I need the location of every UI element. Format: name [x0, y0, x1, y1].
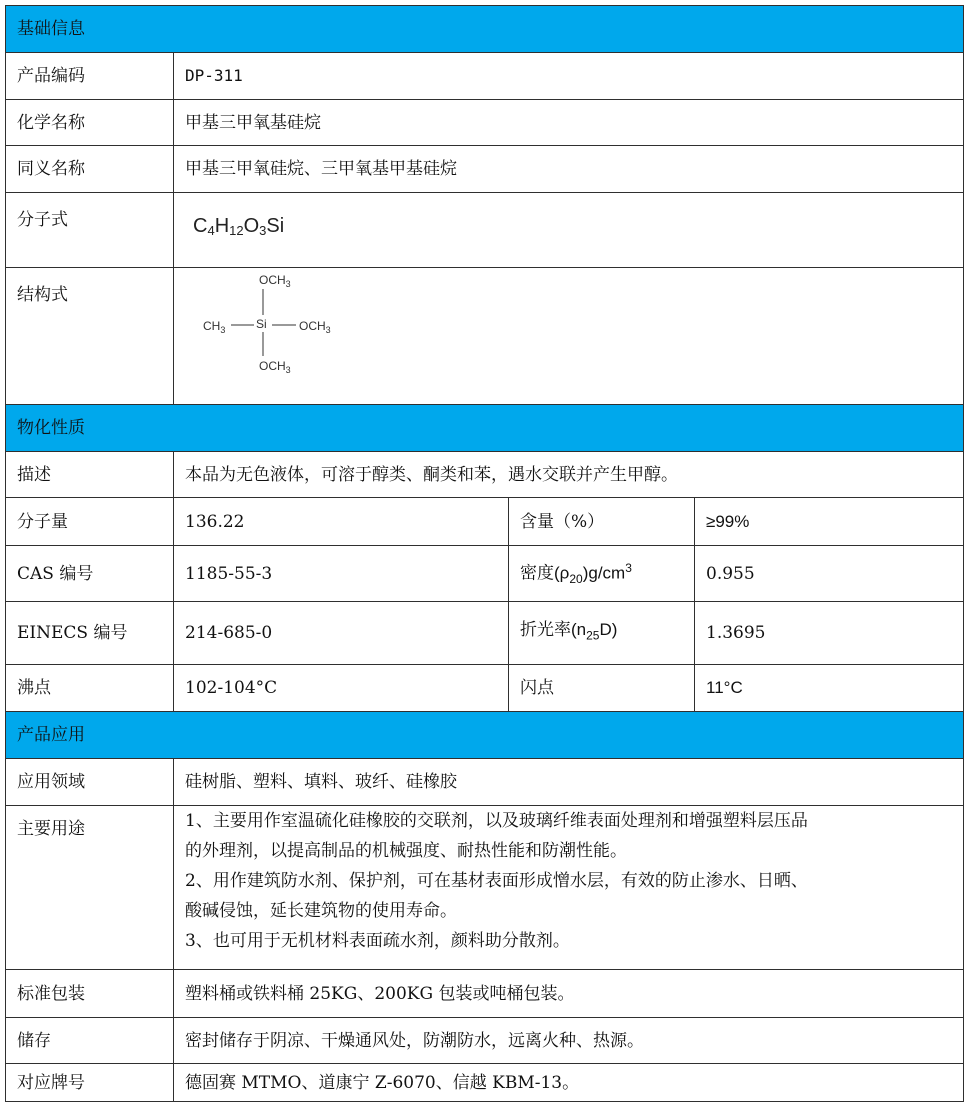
row-storage: [6, 1018, 964, 1064]
label-storage: 储存: [6, 1018, 174, 1064]
value-brand: 德固赛 MTMO、道康宁 Z-6070、信越 KBM-13。: [174, 1064, 964, 1102]
use-line: 3、也可用于无机材料表面疏水剂，颜料助分散剂。: [185, 931, 570, 951]
value-storage: 密封储存于阴凉、干燥通风处，防潮防水，远离火种、热源。: [174, 1018, 964, 1064]
value-cas: 1185-55-3: [174, 546, 509, 602]
row-structure: [6, 268, 964, 405]
section-title-physical: 物化性质: [6, 405, 964, 452]
label-packaging: 标准包装: [6, 970, 174, 1018]
struct-center-atom: Si: [256, 317, 267, 331]
use-line: 2、用作建筑防水剂、保护剂，可在基材表面形成憎水层，有效的防止渗水、日晒、: [185, 871, 808, 891]
label-application-field: 应用领域: [6, 759, 174, 806]
label-refractive-index: 折光率$(n_{25}D)$: [509, 602, 695, 665]
spec-table: [5, 5, 964, 1102]
value-structure: [174, 268, 964, 405]
row-chemical-name: [6, 100, 964, 146]
value-boiling-point: 102-104°C: [174, 665, 509, 712]
value-refractive-index: 1.3695: [695, 602, 964, 665]
structure-diagram: [195, 268, 355, 380]
use-line: 1、主要用作室温硫化硅橡胶的交联剂，以及玻璃纤维表面处理剂和增强塑料层压品: [185, 811, 808, 831]
value-synonym: 甲基三甲氧硅烷、三甲氧基甲基硅烷: [174, 146, 964, 193]
label-flash-point: 闪点: [509, 665, 695, 712]
struct-left-group: $CH_3$: [203, 319, 226, 335]
label-formula: 分子式: [6, 193, 174, 268]
value-main-use: [174, 806, 964, 970]
label-structure: 结构式: [6, 268, 174, 405]
value-flash-point: 11°C: [695, 665, 964, 712]
struct-bottom-group: $OCH_3$: [259, 359, 291, 375]
label-einecs: EINECS 编号: [6, 602, 174, 665]
row-packaging: [6, 970, 964, 1018]
row-einecs: [6, 602, 964, 665]
section-title-application: 产品应用: [6, 712, 964, 759]
row-synonym: [6, 146, 964, 193]
label-synonym: 同义名称: [6, 146, 174, 193]
label-content: 含量（%）: [509, 498, 695, 546]
use-line: 的外理剂，以提高制品的机械强度、耐热性能和防潮性能。: [185, 841, 627, 861]
value-description: 本品为无色液体，可溶于醇类、酮类和苯，遇水交联并产生甲醇。: [174, 452, 964, 498]
label-description: 描述: [6, 452, 174, 498]
value-einecs: 214-685-0: [174, 602, 509, 665]
label-cas: CAS 编号: [6, 546, 174, 602]
label-product-code: 产品编码: [6, 53, 174, 100]
row-formula: [6, 193, 964, 268]
value-chemical-name: 甲基三甲氧基硅烷: [174, 100, 964, 146]
value-formula: [174, 193, 964, 268]
molecular-formula: $C_4H_{12}O_3Si$: [193, 215, 285, 238]
value-molecular-weight: 136.22: [174, 498, 509, 546]
label-boiling-point: 沸点: [6, 665, 174, 712]
value-packaging: 塑料桶或铁料桶 25KG、200KG 包装或吨桶包装。: [174, 970, 964, 1018]
label-density: 密度$(\rho_{20})g/cm^3$: [509, 546, 695, 602]
struct-top-group: $OCH_3$: [259, 273, 291, 289]
label-main-use: 主要用途: [6, 806, 174, 970]
label-chemical-name: 化学名称: [6, 100, 174, 146]
value-density: 0.955: [695, 546, 964, 602]
struct-right-group: $OCH_3$: [299, 319, 331, 335]
row-brand: [6, 1064, 964, 1102]
row-description: [6, 452, 964, 498]
row-product-code: [6, 53, 964, 100]
row-boiling-point: [6, 665, 964, 712]
value-product-code: DP-311: [174, 53, 964, 100]
row-molecular-weight: [6, 498, 964, 546]
section-application: [6, 712, 964, 759]
section-title-basic: 基础信息: [6, 6, 964, 53]
value-application-field: 硅树脂、塑料、填料、玻纤、硅橡胶: [174, 759, 964, 806]
label-molecular-weight: 分子量: [6, 498, 174, 546]
section-basic: [6, 6, 964, 53]
label-brand: 对应牌号: [6, 1064, 174, 1102]
row-application-field: [6, 759, 964, 806]
value-content: ≥99%: [695, 498, 964, 546]
use-line: 酸碱侵蚀，延长建筑物的使用寿命。: [185, 901, 457, 921]
row-cas: [6, 546, 964, 602]
section-physical: [6, 405, 964, 452]
row-main-use: [6, 806, 964, 970]
